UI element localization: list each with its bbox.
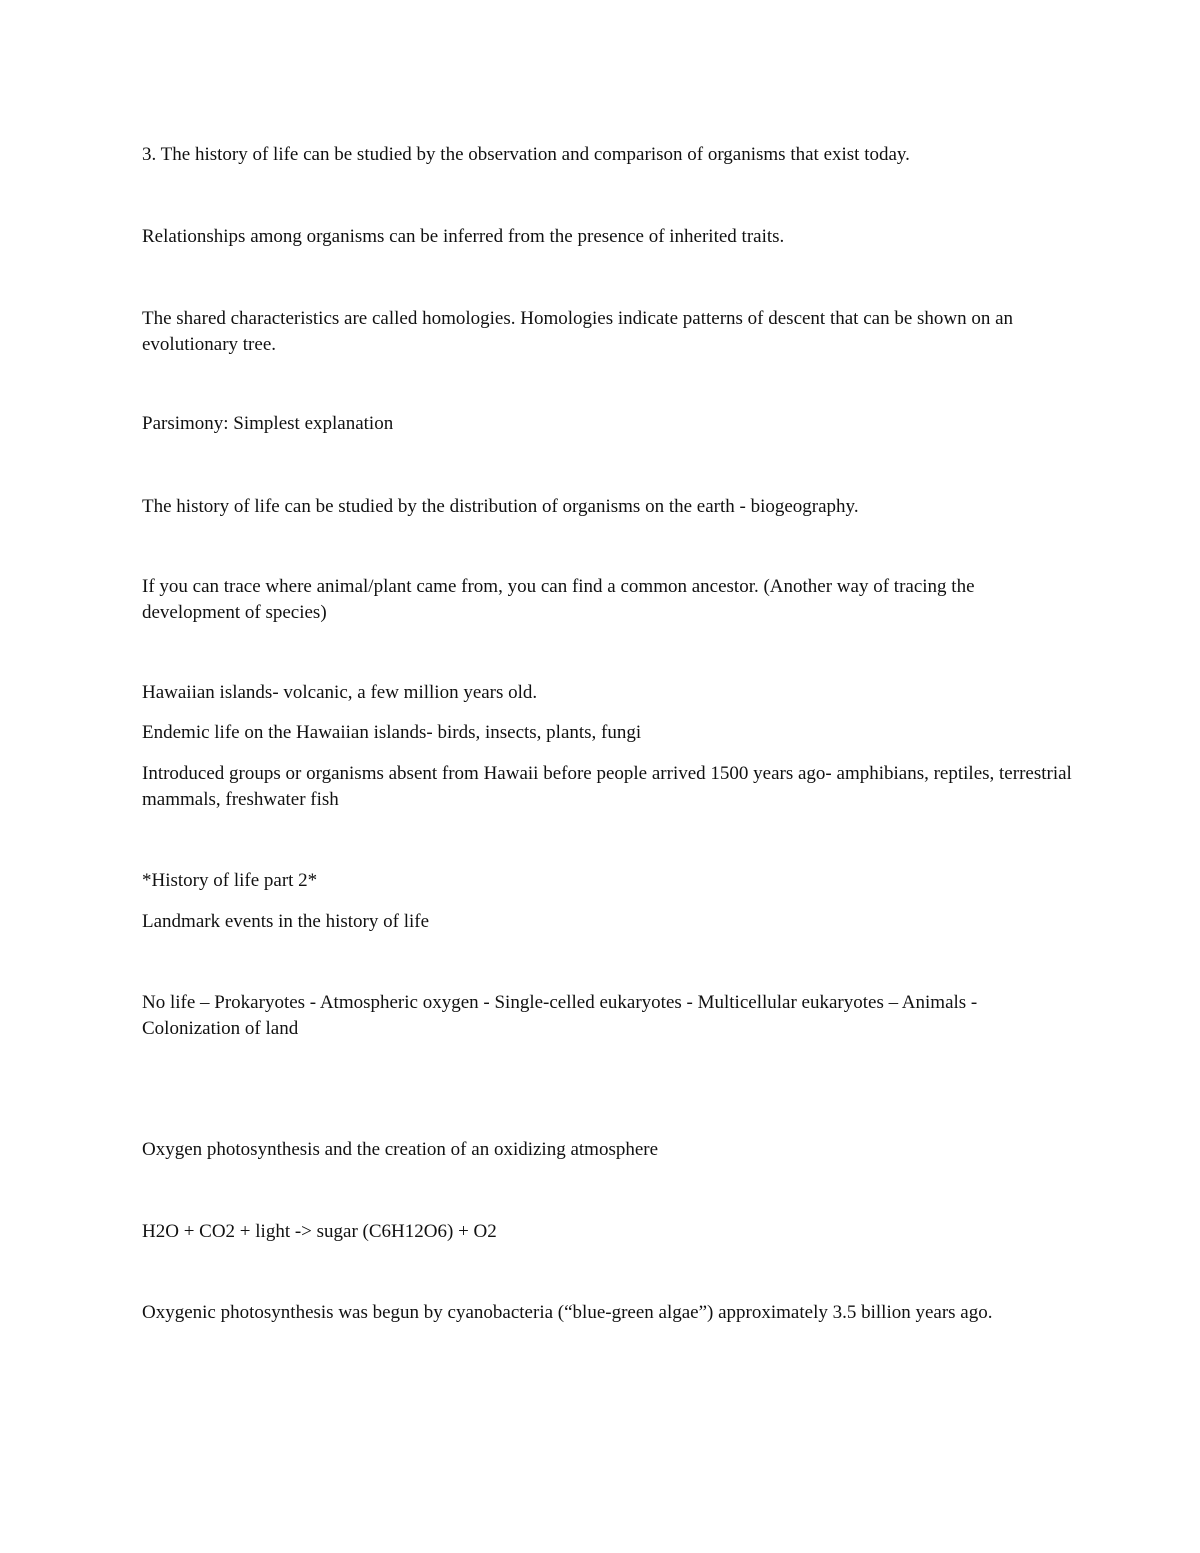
section-heading-part-2: *History of life part 2* (142, 870, 318, 891)
paragraph-hawaiian-islands: Hawaiian islands- volcanic, a few million years old. (142, 682, 538, 703)
paragraph-parsimony: Parsimony: Simplest explanation (142, 413, 394, 434)
paragraph-cyanobacteria: Oxygenic photosynthesis was begun by cyanobacteria (“blue-green algae”) approximately 3.5 billion years ago. (142, 1302, 993, 1323)
paragraph-endemic-life: Endemic life on the Hawaiian islands- birds, insects, plants, fungi (142, 722, 642, 743)
paragraph-common-ancestor: If you can trace where animal/plant came from, you can find a common ancestor. (Another way of tracing the development of species) (142, 576, 975, 623)
paragraph-life-timeline: No life – Prokaryotes - Atmospheric oxygen - Single-celled eukaryotes - Multicellular eukaryotes – Animals - Colonization of land (142, 992, 978, 1039)
paragraph-oxygen-photosynthesis: Oxygen photosynthesis and the creation of an oxidizing atmosphere (142, 1139, 659, 1160)
paragraph-relationships: Relationships among organisms can be inferred from the presence of inherited traits. (142, 226, 785, 247)
paragraph-introduced-groups: Introduced groups or organisms absent from Hawaii before people arrived 1500 years ago- amphibians, reptiles, terrestrial mammals, freshwater fish (142, 763, 1072, 810)
photosynthesis-equation: H2O + CO2 + light -> sugar (C6H12O6) + O2 (142, 1221, 497, 1242)
paragraph-homologies: The shared characteristics are called homologies. Homologies indicate patterns of descent that can be shown on an evolutionary tree. (142, 308, 1014, 355)
paragraph-biogeography: The history of life can be studied by the distribution of organisms on the earth - biogeography. (142, 496, 859, 517)
paragraph-landmark-events: Landmark events in the history of life (142, 911, 430, 932)
paragraph-history-observation: 3. The history of life can be studied by the observation and comparison of organisms that exist today. (142, 144, 910, 165)
